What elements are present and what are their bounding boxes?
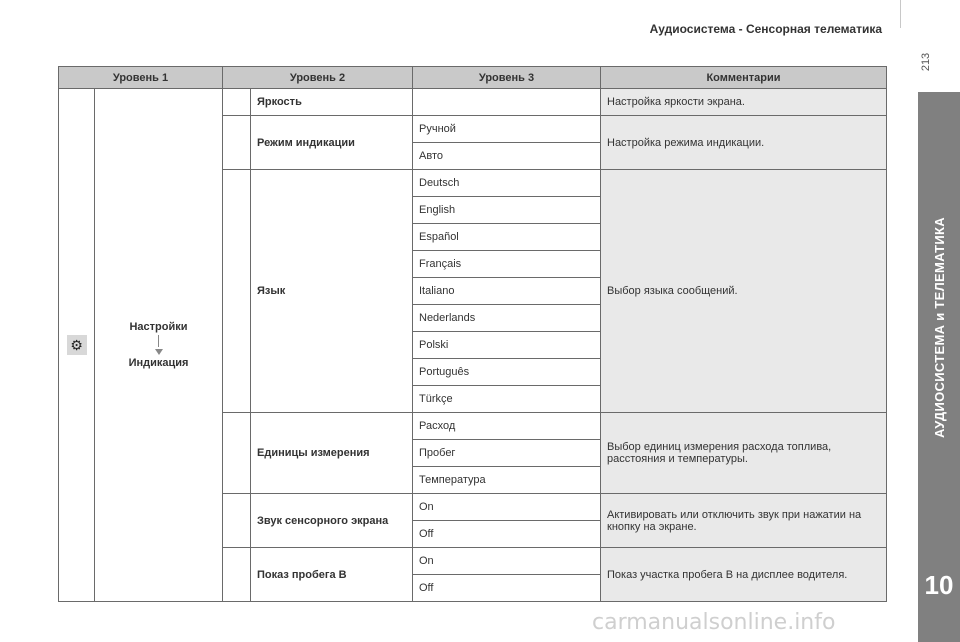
option-language: English	[413, 197, 601, 224]
comment-language: Выбор языка сообщений.	[601, 170, 887, 413]
option-language: Nederlands	[413, 305, 601, 332]
arrow-down-icon	[155, 349, 163, 355]
level3-trip-b: Показ пробега B	[251, 548, 413, 602]
level3-units: Единицы измерения	[251, 413, 413, 494]
comment-touch-sound: Активировать или отключить звук при нажатии на кнопку на экране.	[601, 494, 887, 548]
chapter-number: 10	[924, 569, 954, 600]
arrow-down-line	[158, 335, 159, 347]
option-language: Türkçe	[413, 386, 601, 413]
option-language: Français	[413, 251, 601, 278]
option-language: Español	[413, 224, 601, 251]
comment-units: Выбор единиц измерения расхода топлива, расстояния и температуры.	[601, 413, 887, 494]
column-header-comments: Комментарии	[601, 67, 887, 89]
page-header-title: Аудиосистема - Сенсорная телематика	[649, 22, 882, 36]
watermark: carmanualsonline.info	[592, 610, 836, 635]
column-header-level2: Уровень 2	[223, 67, 413, 89]
page-number-label: 213	[919, 52, 932, 72]
level2-cell	[95, 89, 223, 602]
level2-settings-label: Настройки	[129, 321, 188, 333]
chapter-title-wrap	[918, 92, 960, 562]
option-language: Polski	[413, 332, 601, 359]
gear-icon: ⚙	[67, 335, 87, 355]
level2-path	[101, 321, 216, 369]
level3-language: Язык	[251, 170, 413, 413]
level2-display-label: Индикация	[128, 357, 189, 369]
spacer-cell	[223, 116, 251, 170]
option-distance: Пробег	[413, 440, 601, 467]
chapter-side-tab	[918, 92, 960, 642]
spacer-cell	[223, 548, 251, 602]
option-consumption: Расход	[413, 413, 601, 440]
spacer-cell	[223, 413, 251, 494]
spacer-cell	[223, 89, 251, 116]
page-number	[908, 44, 944, 80]
option-auto: Авто	[413, 143, 601, 170]
option-language: Português	[413, 359, 601, 386]
level3-touch-sound: Звук сенсорного экрана	[251, 494, 413, 548]
header-rule	[900, 0, 901, 28]
comment-display-mode: Настройка режима индикации.	[601, 116, 887, 170]
option-language: Italiano	[413, 278, 601, 305]
option-on: On	[413, 494, 601, 521]
column-header-level3: Уровень 3	[413, 67, 601, 89]
settings-table	[58, 66, 887, 602]
option-manual: Ручной	[413, 116, 601, 143]
comment-trip-b: Показ участка пробега B на дисплее водителя.	[601, 548, 887, 602]
level3-brightness: Яркость	[251, 89, 413, 116]
option-temperature: Температура	[413, 467, 601, 494]
table-row	[59, 89, 887, 116]
level3-display-mode: Режим индикации	[251, 116, 413, 170]
comment-brightness: Настройка яркости экрана.	[601, 89, 887, 116]
table-header-row	[59, 67, 887, 89]
option-off: Off	[413, 521, 601, 548]
spacer-cell	[223, 170, 251, 413]
empty-option-cell	[413, 89, 601, 116]
option-on: On	[413, 548, 601, 575]
option-off: Off	[413, 575, 601, 602]
option-language: Deutsch	[413, 170, 601, 197]
spacer-cell	[223, 494, 251, 548]
chapter-title: АУДИОСИСТЕМА и ТЕЛЕМАТИКА	[931, 216, 947, 438]
level1-cell	[59, 89, 95, 602]
column-header-level1: Уровень 1	[59, 67, 223, 89]
